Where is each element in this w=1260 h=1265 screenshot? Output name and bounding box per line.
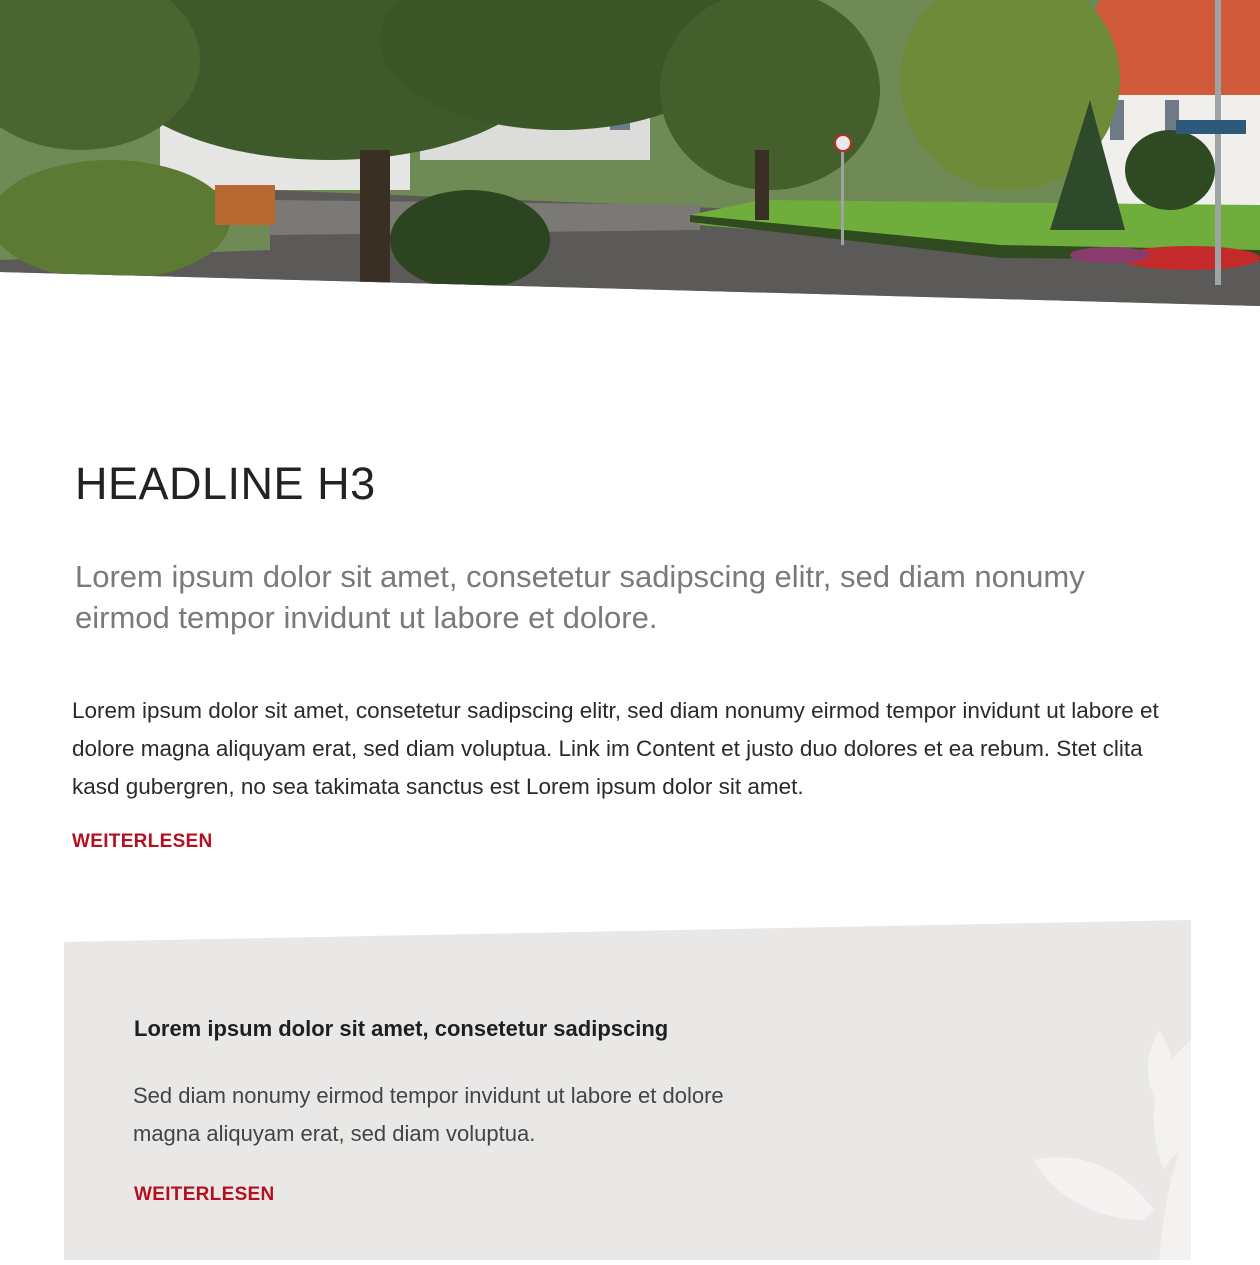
teaser-read-more-link[interactable]: WEITERLESEN: [134, 1184, 275, 1205]
village-street-photo-icon: [0, 0, 1260, 310]
teaser-text: Sed diam nonumy eirmod tempor invidunt ut labore et dolore magna aliquyam erat, sed diam voluptua.: [133, 1083, 724, 1146]
read-more-link[interactable]: WEITERLESEN: [72, 831, 213, 852]
hero-image: [0, 0, 1260, 310]
body-paragraph: Lorem ipsum dolor sit amet, consetetur sadipscing elitr, sed diam nonumy eirmod tempor invidunt ut labore et dolore magna aliquyam erat, sed diam voluptua. Link im Content et justo duo dolores et ea rebum. Stet clita kasd gubergren, no sea takimata sanctus est Lorem ipsum dolor sit amet.: [72, 698, 1159, 799]
lead-paragraph: Lorem ipsum dolor sit amet, consetetur sadipscing elitr, sed diam nonumy eirmod tempor invidunt ut labore et dolore.: [75, 559, 1085, 635]
page-headline: HEADLINE H3: [75, 458, 376, 509]
teaser-title: Lorem ipsum dolor sit amet, consetetur sadipscing: [134, 1016, 669, 1041]
